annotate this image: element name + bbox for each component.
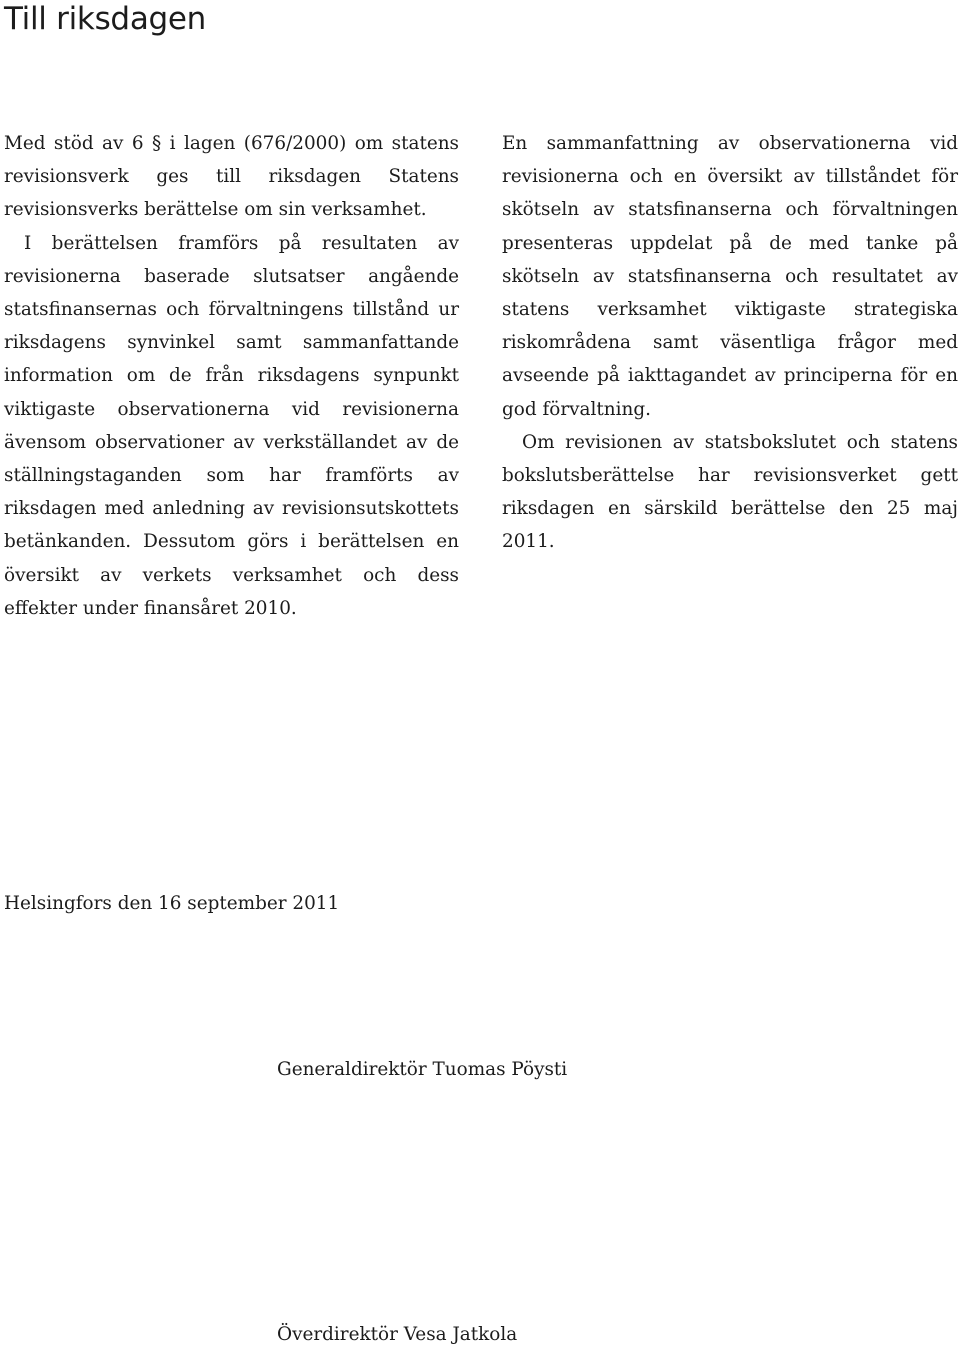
paragraph-report-contents: I berättelsen framförs på resultaten av revisionerna baserade slutsatser angående statsfinansernas och förvaltningens tillstånd ur riksdagens synvinkel samt sammanfattande information om de från riksdagens synpunkt viktigaste observationerna vid revisionerna ävensom observationer av verkställandet av de ställningstaganden som har framförts av riksdagen med anledning av revisionsutskottets betänkanden. Dessutom görs i berättelsen en översikt av verkets verksamhet och dess effekter under finansåret 2010. bbox=[4, 232, 459, 619]
left-text-column bbox=[4, 127, 459, 625]
page-title: Till riksdagen bbox=[4, 1, 207, 37]
signatory-director-general: Generaldirektör Tuomas Pöysti bbox=[277, 1059, 568, 1080]
paragraph-state-accounts: Om revisionen av statsbokslutet och statens bokslutsberättelse har revisionsverket gett riksdagen en särskild berättelse den 25 maj 2011. bbox=[502, 431, 958, 553]
signatory-senior-director: Överdirektör Vesa Jatkola bbox=[277, 1324, 518, 1345]
right-text-column bbox=[502, 127, 958, 559]
place-and-date: Helsingfors den 16 september 2011 bbox=[4, 893, 340, 914]
paragraph-summary-overview: En sammanfattning av observationerna vid revisionerna och en översikt av tillståndet för skötseln av statsfinanserna och förvaltningen presenteras uppdelat på de med tanke på skötseln av statsfinanserna och resultatet av statens verksamhet viktigaste strategiska riskområdena samt väsentliga frågor med avseende på iakttagandet av principerna för en god förvaltning. bbox=[502, 133, 958, 420]
paragraph-legal-basis: Med stöd av 6 § i lagen (676/2000) om statens revisionsverk ges till riksdagen Statens revisionsverks berättelse om sin verksamhet. bbox=[4, 133, 459, 221]
